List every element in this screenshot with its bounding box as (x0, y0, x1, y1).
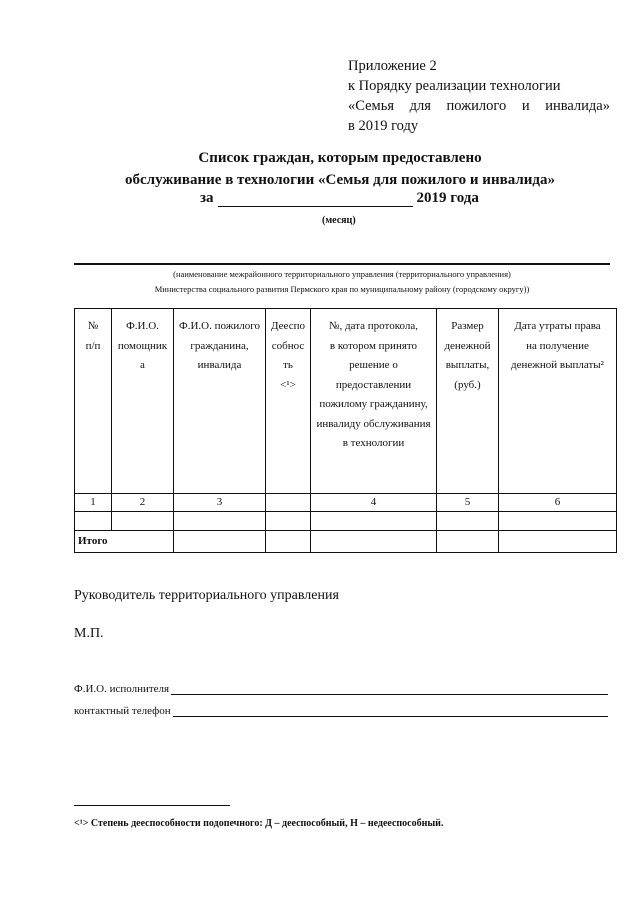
footnote-rule (74, 805, 230, 806)
org-caption-line2: Министерства социального развития Пермского края по муниципальному району (городскому округу)) (154, 284, 530, 294)
appendix-header (348, 56, 610, 136)
table-header-row (75, 309, 617, 494)
header-cell: Ф.И.О. пожилого гражданина, инвалида (174, 309, 266, 494)
appendix-word: для (409, 98, 431, 114)
appendix-program (348, 96, 610, 116)
month-caption: (месяц) (322, 215, 356, 226)
period-za: за (200, 190, 214, 206)
appendix-word: и (521, 98, 530, 114)
number-cell (266, 494, 311, 512)
document-title-line1: Список граждан, которым предоставлено (198, 150, 482, 166)
phone-field (74, 705, 608, 717)
appendix-year: в 2019 году (348, 118, 419, 134)
executor-field (74, 683, 608, 695)
header-cell: Дата утраты права на получение денежной выплаты² (499, 309, 617, 494)
table-cell (266, 512, 311, 531)
table-cell (311, 531, 437, 553)
head-signature: Руководитель территориального управления (74, 588, 339, 603)
header-cell: Ф.И.О. помощник а (112, 309, 174, 494)
citizens-table (74, 308, 617, 553)
header-cell: № п/п (75, 309, 112, 494)
table-cell (112, 512, 174, 531)
table-cell (437, 512, 499, 531)
header-cell: Размер денежной выплаты, (руб.) (437, 309, 499, 494)
period-year: 2019 года (416, 190, 479, 206)
footnote: <¹> Степень дееспособности подопечного: Д – дееспособный, Н – недееспособный. (74, 818, 444, 829)
header-cell: Дееспо собнос ть <¹> (266, 309, 311, 494)
table-cell (311, 512, 437, 531)
appendix-number: Приложение 2 (348, 58, 437, 74)
table-cell (174, 512, 266, 531)
table-cell (75, 512, 112, 531)
seal-mark: М.П. (74, 626, 104, 641)
table-row (75, 512, 617, 531)
number-cell: 3 (174, 494, 266, 512)
appendix-word: «Семья (348, 98, 394, 114)
document-title-line2: обслуживание в технологии «Семья для пожилого и инвалида» (125, 172, 555, 188)
period-line (200, 190, 500, 207)
table-cell (499, 531, 617, 553)
org-name-line (74, 263, 610, 265)
table-cell (499, 512, 617, 531)
table-cell (266, 531, 311, 553)
number-cell: 5 (437, 494, 499, 512)
table-total-row (75, 531, 617, 553)
phone-blank (173, 706, 608, 717)
table-number-row (75, 494, 617, 512)
phone-label: контактный телефон (74, 705, 171, 717)
appendix-word: пожилого (446, 98, 507, 114)
number-cell: 6 (499, 494, 617, 512)
month-blank (218, 192, 413, 207)
number-cell: 2 (112, 494, 174, 512)
total-label: Итого (75, 531, 174, 553)
appendix-ref: к Порядку реализации технологии (348, 78, 561, 94)
appendix-word: инвалида» (545, 98, 610, 114)
table-cell (174, 531, 266, 553)
executor-label: Ф.И.О. исполнителя (74, 683, 170, 695)
number-cell: 1 (75, 494, 112, 512)
header-cell: №, дата протокола, в котором принято решение о предоставлении пожилому гражданину, инвалиду обслуживания в технологии (311, 309, 437, 494)
number-cell: 4 (311, 494, 437, 512)
org-caption-line1: (наименование межрайонного территориального управления (территориального управления) (173, 269, 511, 279)
table-cell (437, 531, 499, 553)
executor-blank (171, 684, 608, 695)
